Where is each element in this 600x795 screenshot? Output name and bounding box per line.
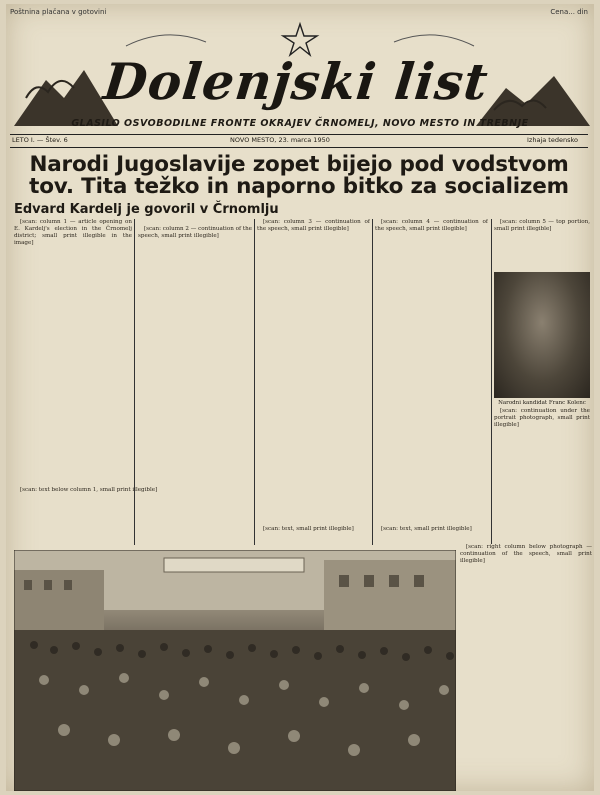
article-paragraph: [scan: text, small print illegible] (263, 526, 354, 532)
main-headline (12, 154, 586, 198)
headline-line-1: Narodi Jugoslavije zopet bijejo pod vodstvom (29, 152, 569, 177)
article-paragraph: [scan: column 1 — article opening on E. Kardelj's election in the Črnomelj district; small print illegible in the image] (14, 219, 132, 246)
article-column-3-continued (257, 526, 370, 546)
article-paragraph: [scan: column 4 — continuation of the speech, small print illegible] (375, 219, 488, 232)
portrait-caption: Narodni kandidat Franc Kolenc (498, 400, 586, 406)
issue-number: LETO I. — Štev. 6 (12, 136, 68, 144)
article-paragraph: [scan: text, small print illegible] (381, 526, 472, 532)
column-divider (372, 219, 373, 545)
article-column-5 (494, 219, 590, 269)
issue-bar (10, 134, 588, 148)
column-divider (134, 219, 135, 545)
crowd-photo (14, 550, 456, 791)
article-column-3 (257, 219, 370, 524)
article-column-1 (14, 219, 132, 484)
column-divider (254, 219, 255, 545)
postage-note: Poštnina plačana v gotovini (10, 8, 107, 16)
newspaper-subtitle: GLASILO OSVOBODILNE FRONTE OKRAJEV ČRNOMELJ, NOVO MESTO IN TREBNJE (71, 118, 529, 129)
article-paragraph: [scan: continuation under the portrait photograph, small print illegible] (494, 408, 590, 428)
price-note: Cena... din (550, 8, 588, 16)
headline-line-2: tov. Tita težko in naporno bitko za socializem (29, 174, 569, 199)
newspaper-title: Dolenjski list (100, 52, 492, 111)
article-paragraph: [scan: text below column 1, small print illegible] (20, 487, 158, 493)
portrait-photo (494, 272, 590, 398)
column-divider (491, 219, 492, 544)
article-paragraph: [scan: column 2 — continuation of the speech, small print illegible] (138, 226, 252, 239)
issue-frequency: Izhaja tedensko (527, 136, 578, 144)
sub-headline: Edvard Kardelj je govoril v Črnomlju (14, 202, 279, 217)
crowd-photo-image (14, 550, 456, 791)
article-column-4-continued (375, 526, 488, 546)
article-paragraph: [scan: right column below photograph — continuation of the speech, small print illegible] (460, 544, 592, 564)
newspaper-page (6, 4, 594, 791)
issue-date: NOVO MESTO, 23. marca 1950 (230, 136, 330, 144)
star-icon (283, 24, 317, 55)
article-column-2 (138, 226, 252, 521)
article-paragraph: [scan: column 3 — continuation of the speech, small print illegible] (257, 219, 370, 232)
article-column-5-continued (494, 408, 590, 542)
article-column-4 (375, 219, 488, 524)
article-column-right-lower (460, 544, 592, 791)
article-paragraph: [scan: column 5 — top portion, small print illegible] (494, 219, 590, 232)
